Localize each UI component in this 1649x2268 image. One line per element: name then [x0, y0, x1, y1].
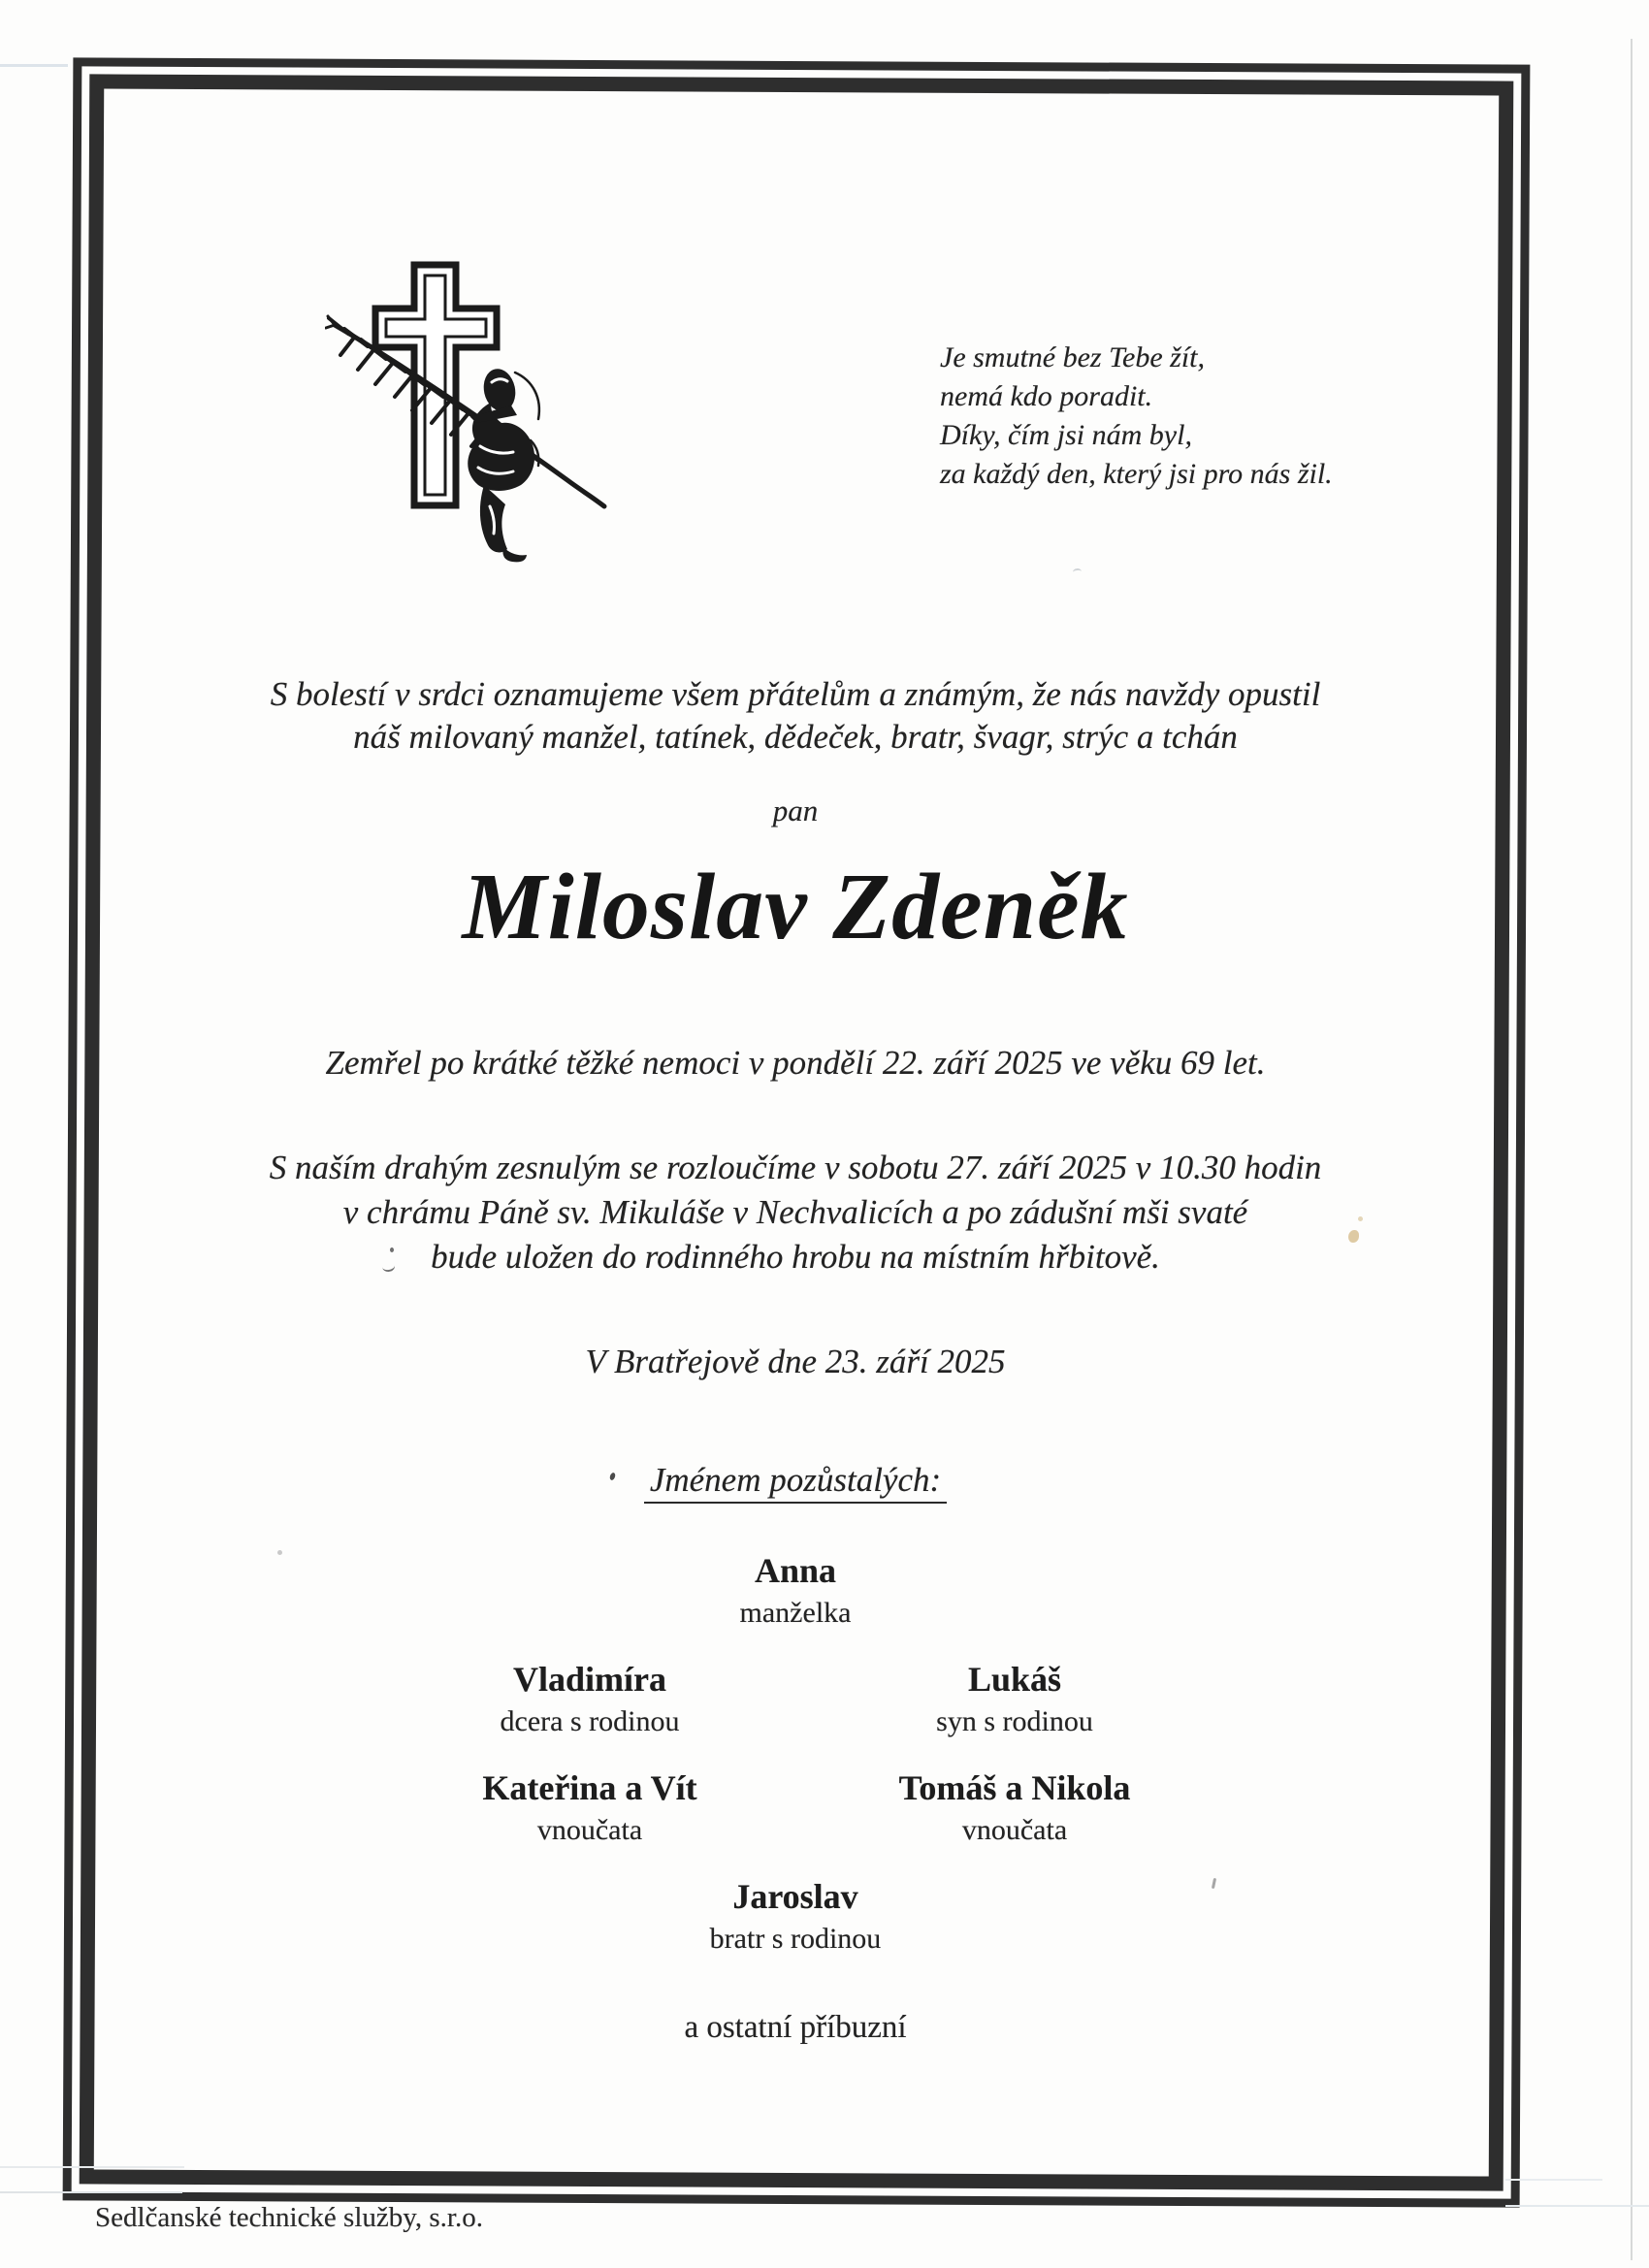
announcement-line: S bolestí v srdci oznamujeme všem přátelům a známým, že nás navždy opustil	[270, 675, 1321, 713]
farewell-line: v chrámu Páně sv. Mikuláše v Nechvalicích a po zádušní mši svaté	[342, 1193, 1248, 1231]
cross-palm-mourner-drawing	[325, 252, 635, 592]
survivor-relation: vnoučata	[961, 1814, 1068, 1846]
survivor-relation: manželka	[739, 1597, 852, 1629]
verse-line: Je smutné bez Tebe žít,	[940, 341, 1206, 373]
survivor-name: Kateřina a Vít	[482, 1768, 697, 1807]
survivor-relation: vnoučata	[536, 1814, 643, 1846]
survivor-relation: bratr s rodinou	[709, 1923, 882, 1955]
announcement-line: náš milovaný manžel, tatínek, dědeček, bratr, švagr, strýc a tchán	[353, 718, 1238, 756]
farewell-paragraph	[146, 1146, 1445, 1280]
survivors-heading-text: Jménem pozůstalých:	[644, 1461, 947, 1504]
survivor-entry	[724, 1657, 1306, 1742]
place-date-line: V Bratřejově dne 23. září 2025	[585, 1343, 1006, 1380]
survivor-entry	[724, 1766, 1306, 1851]
salutation: pan	[772, 794, 819, 827]
verse-line: za každý den, který jsi pro nás žil.	[940, 458, 1333, 490]
scan-artifact-line	[0, 64, 68, 67]
survivor-name: Anna	[754, 1551, 837, 1590]
survivor-relation: syn s rodinou	[936, 1705, 1093, 1737]
survivors-closing: a ostatní příbuzní	[684, 2010, 907, 2045]
verse-line: Díky, čím jsi nám byl,	[940, 419, 1192, 451]
survivor-name: Vladimíra	[513, 1660, 666, 1699]
scan-artifact-line	[1505, 2205, 1649, 2207]
farewell-line: S naším drahým zesnulým se rozloučíme v sobotu 27. září 2025 v 10.30 hodin	[269, 1149, 1322, 1186]
scan-edge-line	[1631, 39, 1633, 2260]
farewell-line: bude uložen do rodinného hrobu na místním hřbitově.	[431, 1238, 1160, 1276]
survivor-entry	[213, 1874, 1377, 1960]
memorial-verse	[940, 339, 1333, 494]
survivor-entry	[213, 1548, 1377, 1634]
survivor-name: Lukáš	[967, 1660, 1062, 1699]
survivor-name: Tomáš a Nikola	[898, 1768, 1131, 1807]
printer-credit: Sedlčanské technické služby, s.r.o.	[95, 2202, 483, 2233]
death-notice: Zemřel po krátké těžké nemoci v pondělí 22. září 2025 ve věku 69 let.	[325, 1044, 1266, 1082]
announcement-paragraph	[155, 673, 1436, 759]
survivors-heading	[165, 1461, 1426, 1500]
deceased-name: Miloslav Zdeněk	[462, 855, 1129, 959]
survivor-name: Jaroslav	[732, 1877, 858, 1916]
scan-artifact-line	[1505, 2179, 1602, 2181]
survivor-relation: dcera s rodinou	[500, 1705, 680, 1737]
verse-line: nemá kdo poradit.	[940, 380, 1153, 412]
cross-palm-mourner-icon	[325, 252, 635, 592]
